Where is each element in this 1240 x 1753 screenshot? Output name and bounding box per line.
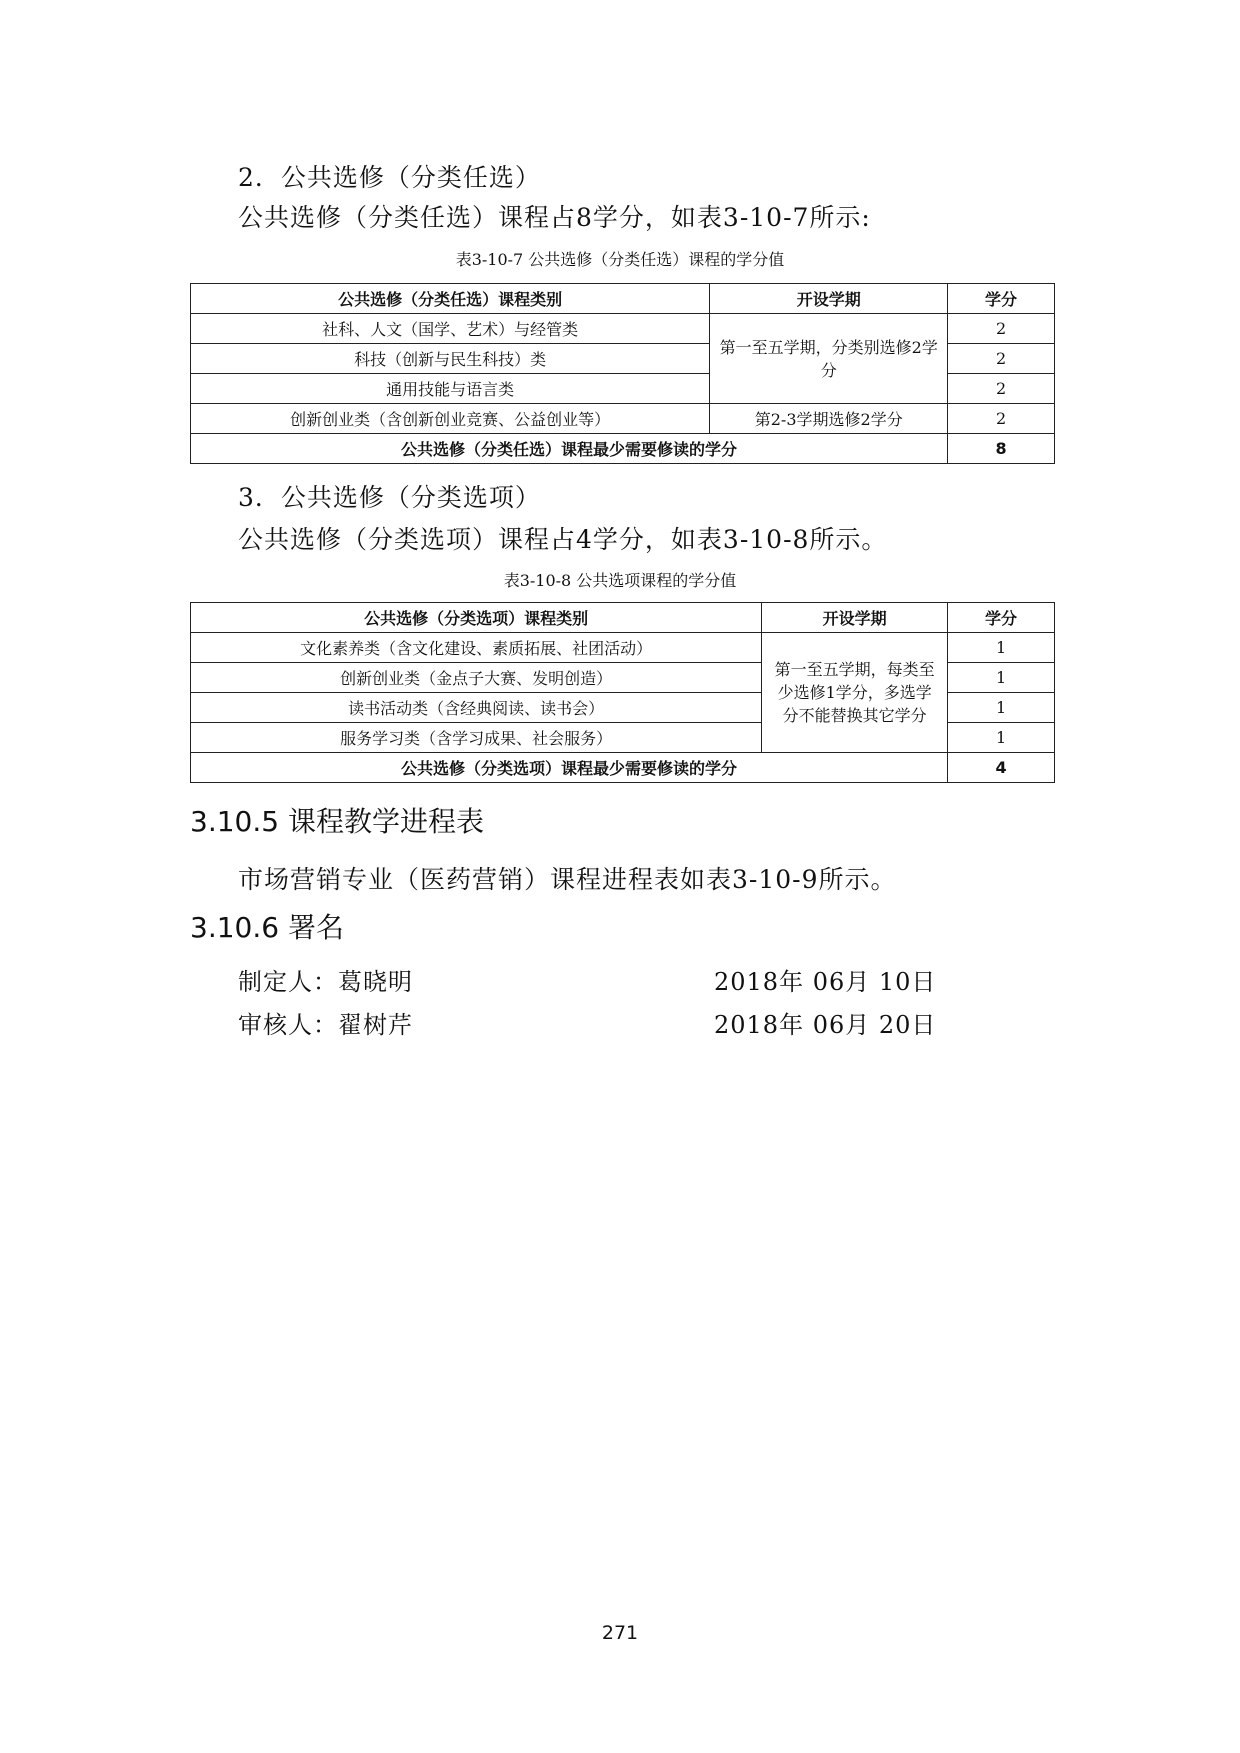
row-category: 创新创业类（金点子大赛、发明创造） xyxy=(191,663,762,693)
table-3-10-7 xyxy=(190,283,1055,464)
author-label: 制定人：葛晓明 xyxy=(238,968,413,996)
author-date: 2018年 06月 10日 xyxy=(714,968,937,996)
header-semester: 开设学期 xyxy=(710,284,948,314)
row-credit: 1 xyxy=(948,693,1055,723)
row-category: 科技（创新与民生科技）类 xyxy=(191,344,710,374)
section-3-10-5-heading: 3.10.5 课程教学进程表 xyxy=(190,805,484,838)
table-3-10-8 xyxy=(190,602,1055,783)
header-semester: 开设学期 xyxy=(762,603,948,633)
row-credit: 2 xyxy=(948,404,1055,434)
header-credit: 学分 xyxy=(948,603,1055,633)
row-semester: 第2-3学期选修2学分 xyxy=(710,404,948,434)
row-credit: 1 xyxy=(948,633,1055,663)
row-category: 读书活动类（含经典阅读、读书会） xyxy=(191,693,762,723)
row-credit: 1 xyxy=(948,663,1055,693)
total-label: 公共选修（分类选项）课程最少需要修读的学分 xyxy=(191,753,948,783)
row-semester-merged: 第一至五学期，分类别选修2学分 xyxy=(710,314,948,404)
row-credit: 1 xyxy=(948,723,1055,753)
signature-row-author xyxy=(238,962,958,997)
reviewer-label: 审核人：翟树芹 xyxy=(238,1011,413,1039)
row-category: 服务学习类（含学习成果、社会服务） xyxy=(191,723,762,753)
header-category: 公共选修（分类选项）课程类别 xyxy=(191,603,762,633)
table-3-10-8-caption: 表3-10-8 公共选项课程的学分值 xyxy=(503,571,737,590)
row-category: 创新创业类（含创新创业竞赛、公益创业等） xyxy=(191,404,710,434)
row-semester-merged: 第一至五学期，每类至少选修1学分，多选学分不能替换其它学分 xyxy=(762,633,948,753)
table-3-10-7-caption: 表3-10-7 公共选修（分类任选）课程的学分值 xyxy=(455,250,785,269)
page-number: 271 xyxy=(601,1622,639,1644)
table-row xyxy=(191,314,1055,344)
table-row xyxy=(191,404,1055,434)
total-label: 公共选修（分类任选）课程最少需要修读的学分 xyxy=(191,434,948,464)
section-2-heading: 2．公共选修（分类任选） xyxy=(238,163,541,192)
table-total-row xyxy=(191,434,1055,464)
section-3-10-5-text: 市场营销专业（医药营销）课程进程表如表3-10-9所示。 xyxy=(238,865,897,894)
table-row xyxy=(191,633,1055,663)
row-category: 文化素养类（含文化建设、素质拓展、社团活动） xyxy=(191,633,762,663)
section-3-intro: 公共选修（分类选项）课程占4学分，如表3-10-8所示。 xyxy=(238,525,888,554)
header-credit: 学分 xyxy=(948,284,1055,314)
row-credit: 2 xyxy=(948,314,1055,344)
total-value: 8 xyxy=(948,434,1055,464)
row-credit: 2 xyxy=(948,374,1055,404)
table-header-row xyxy=(191,284,1055,314)
signature-row-reviewer xyxy=(238,1005,958,1040)
section-2-intro: 公共选修（分类任选）课程占8学分，如表3-10-7所示: xyxy=(238,203,871,232)
row-category: 社科、人文（国学、艺术）与经管类 xyxy=(191,314,710,344)
row-category: 通用技能与语言类 xyxy=(191,374,710,404)
section-3-10-6-heading: 3.10.6 署名 xyxy=(190,911,344,944)
table-total-row xyxy=(191,753,1055,783)
total-value: 4 xyxy=(948,753,1055,783)
header-category: 公共选修（分类任选）课程类别 xyxy=(191,284,710,314)
row-credit: 2 xyxy=(948,344,1055,374)
reviewer-date: 2018年 06月 20日 xyxy=(714,1011,937,1039)
table-header-row xyxy=(191,603,1055,633)
section-3-heading: 3．公共选修（分类选项） xyxy=(238,483,541,512)
